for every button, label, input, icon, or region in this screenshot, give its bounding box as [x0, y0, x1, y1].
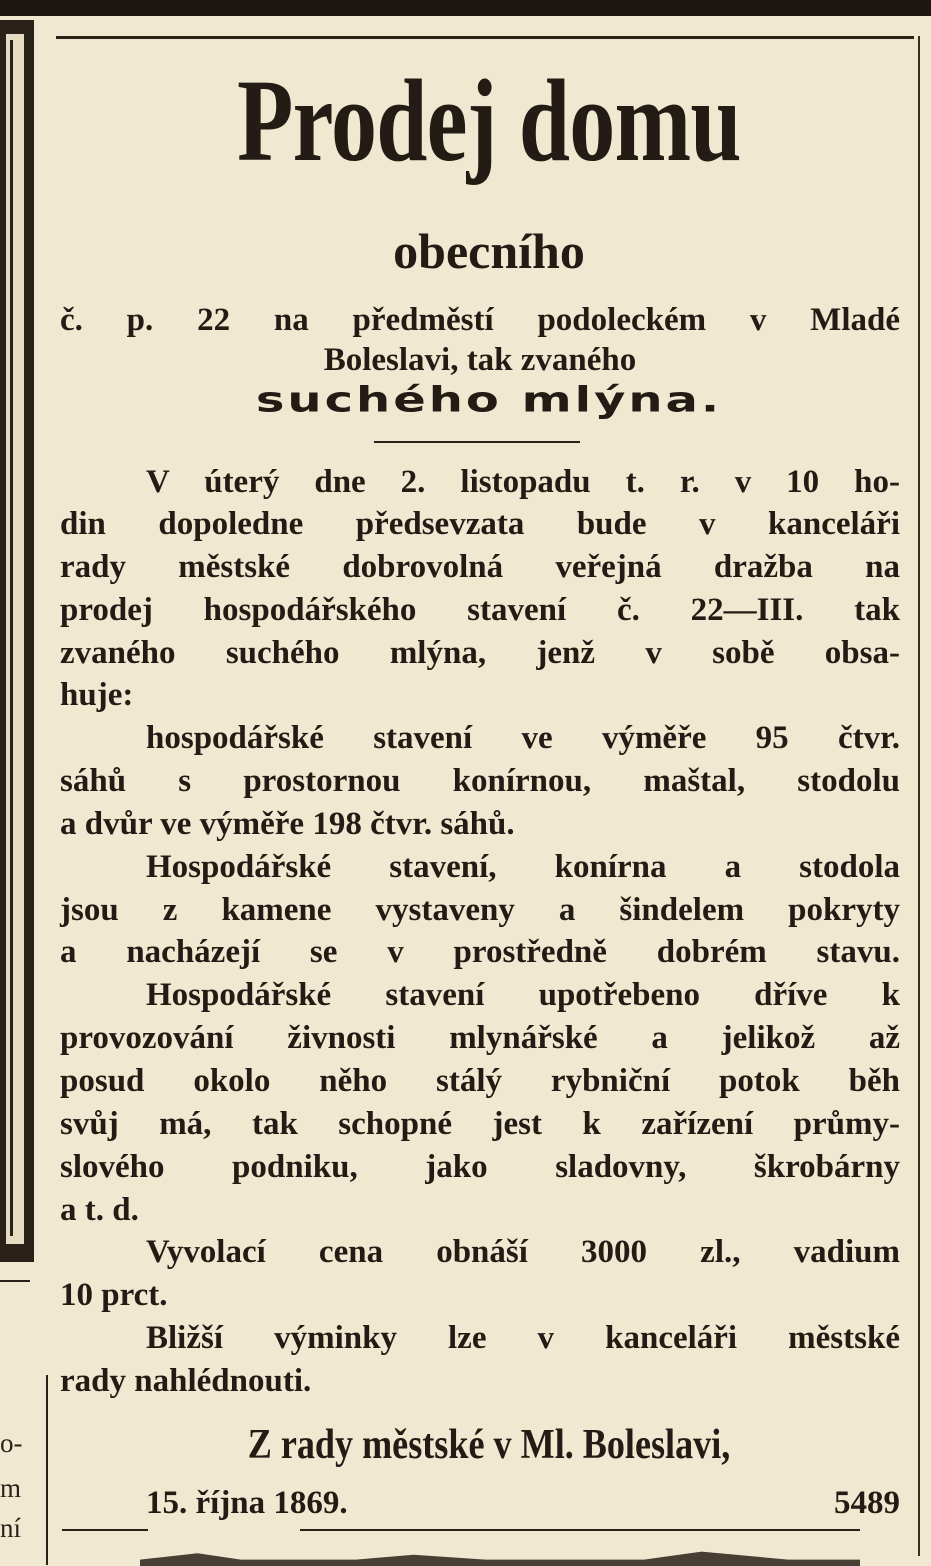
left-column-rule	[0, 1280, 30, 1282]
body-line: svůj má, tak schopné jest k zařízení průmy-	[60, 1106, 900, 1142]
top-rule	[56, 36, 914, 39]
body-line: Bližší výminky lze v kanceláři městské	[146, 1320, 900, 1356]
left-column-fragment: ní	[0, 1513, 22, 1543]
body-line: provozování živnosti mlynářské a jelikož až	[60, 1020, 900, 1056]
next-article-heading-fragment	[140, 1550, 860, 1566]
body-line: slového podniku, jako sladovny, škrobárny	[60, 1149, 900, 1185]
body-line: rady městské dobrovolná veřejná dražba na	[60, 549, 900, 585]
body-line: prodej hospodářského stavení č. 22—III. tak	[60, 592, 900, 628]
body-line: rady nahlédnouti.	[60, 1363, 312, 1399]
address-line: Boleslavi, tak zvaného	[323, 342, 637, 378]
body-line: hospodářské stavení ve výměře 95 čtvr.	[146, 720, 900, 756]
left-column-fragment: o-	[0, 1428, 23, 1458]
body-line: huje:	[60, 677, 134, 713]
right-column-divider	[918, 36, 920, 1556]
bottom-rule	[300, 1529, 860, 1531]
body-line: a dvůr ve výměře 198 čtvr. sáhů.	[60, 806, 515, 842]
body-line: a t. d.	[60, 1192, 139, 1228]
mill-name: suchého mlýna.	[255, 379, 723, 421]
body-line: jsou z kamene vystaveny a šindelem pokryty	[60, 892, 900, 928]
column-divider	[46, 1375, 48, 1565]
body-line: a nacházejí se v prostředně dobrém stavu.	[60, 934, 900, 970]
ad-number: 5489	[834, 1485, 900, 1521]
body-line: Hospodářské stavení, konírna a stodola	[146, 849, 900, 885]
body-line: posud okolo něho stálý rybniční potok běh	[60, 1063, 900, 1099]
body-line: V úterý dne 2. listopadu t. r. v 10 ho-	[146, 464, 900, 500]
bottom-rule	[62, 1529, 148, 1531]
notice-subtitle: obecního	[393, 223, 585, 279]
date-line	[146, 1485, 900, 1521]
body-line: din dopoledne předsevzata bude v kanceláři	[60, 506, 900, 542]
left-column-frame-inner	[6, 34, 24, 1244]
notice-date: 15. října 1869.	[146, 1485, 348, 1521]
body-line: sáhů s prostornou konírnou, maštal, stodolu	[60, 763, 900, 799]
left-column-fragment: m	[0, 1473, 22, 1503]
separator-rule	[374, 441, 580, 443]
body-line: Hospodářské stavení upotřebeno dříve k	[146, 977, 900, 1013]
body-line: Vyvolací cena obnáší 3000 zl., vadium	[146, 1234, 900, 1270]
body-line: zvaného suchého mlýna, jenž v sobě obsa-	[60, 635, 900, 671]
top-border-bar	[0, 0, 931, 16]
notice-title: Prodej domu	[237, 55, 741, 186]
left-column-frame-line	[10, 40, 13, 1236]
signature-line: Z rady městské v Ml. Boleslavi,	[247, 1422, 731, 1468]
body-line: 10 prct.	[60, 1277, 168, 1313]
address-line: č. p. 22 na předměstí podoleckém v Mladé	[60, 302, 900, 338]
